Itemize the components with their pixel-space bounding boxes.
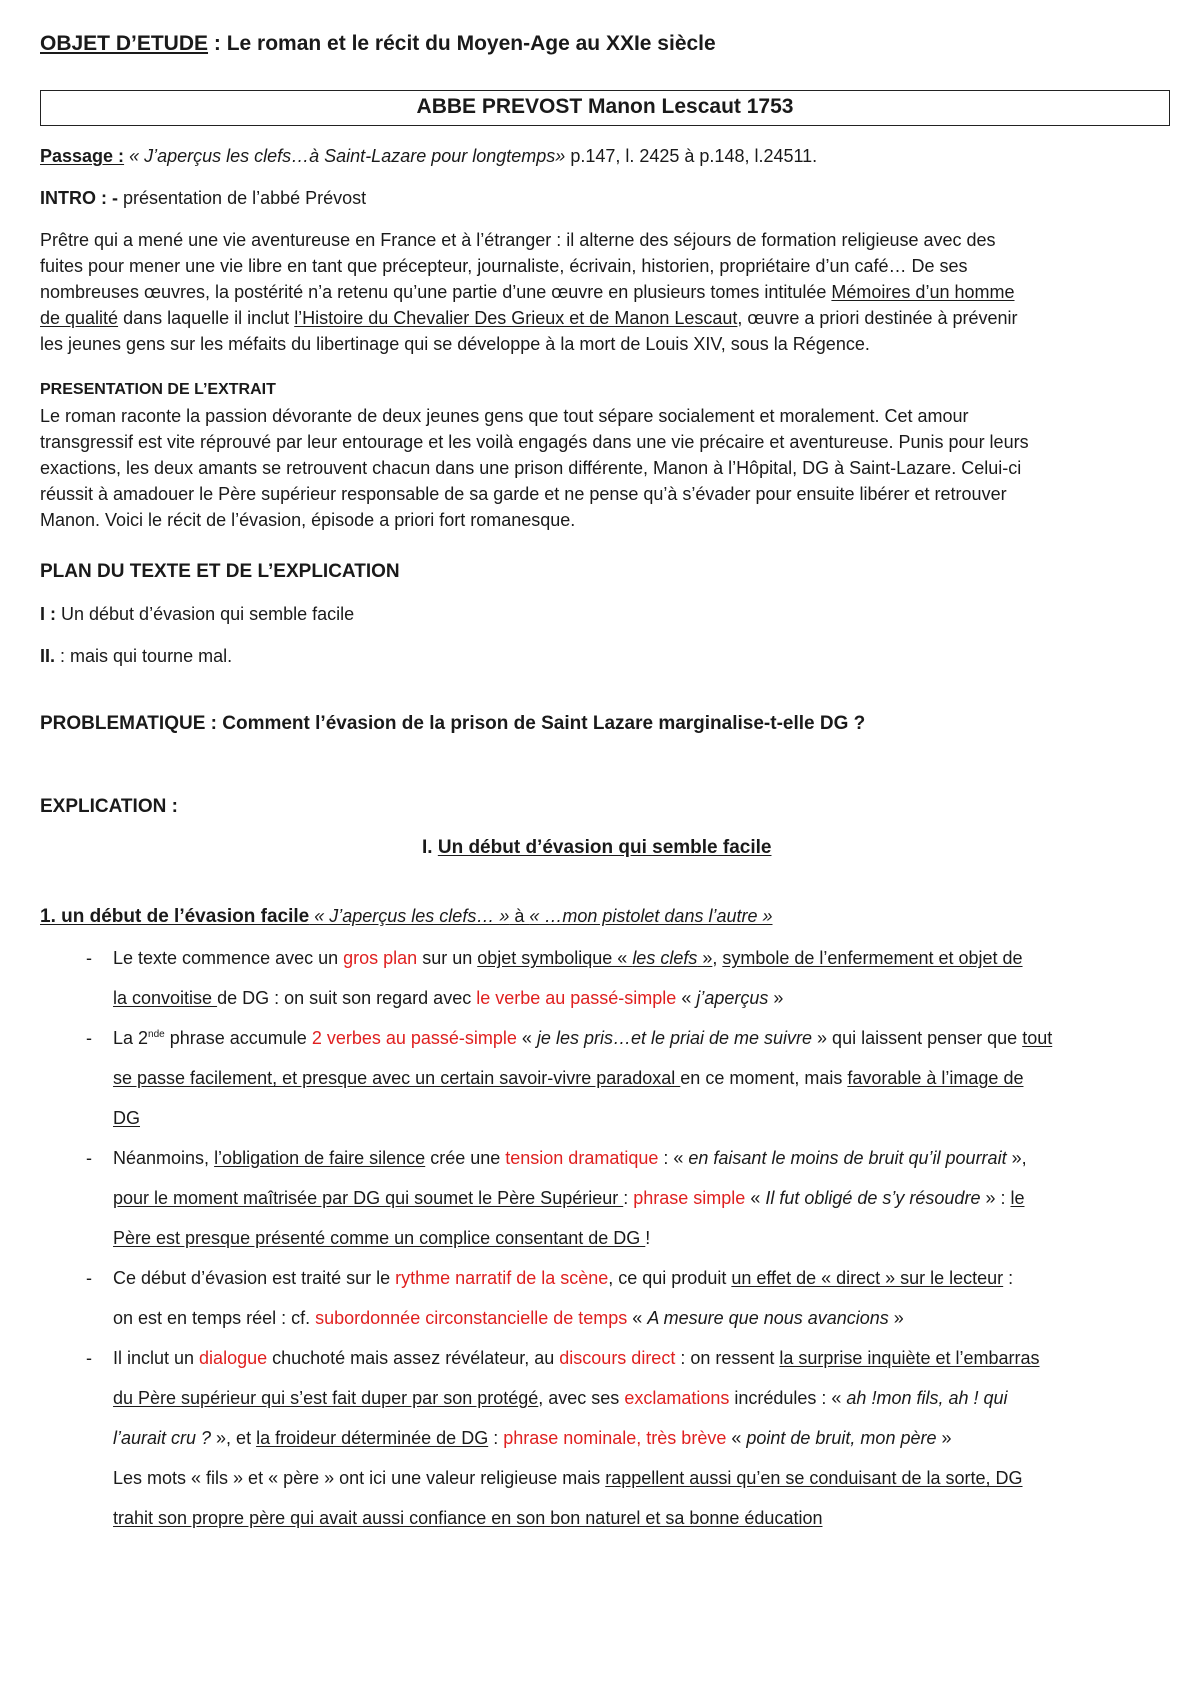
underline-span: la froideur déterminée de DG [256, 1428, 489, 1448]
highlight-span: subordonnée circonstancielle de temps [315, 1308, 628, 1328]
text-span: nombreuses œuvres, la postérité n’a retenu qu’une partie d’une œuvre en plusieurs tomes intitulée [40, 282, 832, 302]
text-span: « [726, 1428, 747, 1448]
text-span: » [888, 1308, 904, 1328]
quote-span: A mesure que nous avancions [647, 1308, 889, 1328]
underline-span: favorable à l’image de [847, 1068, 1024, 1088]
objet-etude-label: OBJET D’ETUDE [40, 32, 209, 55]
text-span: Le texte commence avec un [113, 948, 344, 968]
intro-text: présentation de l’abbé Prévost [118, 188, 367, 208]
underline-span: pour le moment maîtrisée par DG qui soumet le Père Supérieur [113, 1188, 624, 1208]
text-span: incrédules : « [729, 1388, 847, 1408]
objet-etude-line [40, 32, 716, 56]
text-span: : « [658, 1148, 689, 1168]
highlight-span: rythme narratif de la scène [395, 1268, 609, 1288]
text-span: : [623, 1188, 634, 1208]
presentation-line: réussit à amadouer le Père supérieur responsable de sa garde et ne pense qu’à s’évader pour ensuite libérer et retrouver [40, 484, 1007, 504]
highlight-span: phrase nominale, très brève [503, 1428, 727, 1448]
bullet-dash: - [86, 1348, 92, 1368]
text-span: ! [645, 1228, 651, 1248]
explication-heading: EXPLICATION : [40, 796, 178, 817]
highlight-span: dialogue [199, 1348, 268, 1368]
plan-item-text: Un début d’évasion qui semble facile [56, 604, 355, 624]
intro-paragraph-line: les jeunes gens sur les méfaits du libertinage qui se développe à la mort de Louis XIV, sous la Régence. [40, 334, 870, 354]
presentation-line: exactions, les deux amants se retrouvent chacun dans une prison différente, Manon à l’Hôpital, DG à Saint-Lazare. Celui-ci [40, 458, 1022, 478]
objet-etude-text: Le roman et le récit du Moyen-Age au XXIe siècle [226, 32, 716, 55]
histoire-title: l’Histoire du Chevalier Des Grieux et de Manon Lescaut [294, 308, 738, 328]
passage-quote: « J’aperçus les clefs…à Saint-Lazare pour longtemps» [129, 146, 566, 166]
underline-span: trahit son propre père qui avait aussi confiance en son bon naturel et sa bonne éducation [113, 1508, 823, 1528]
presentation-line: transgressif est vite réprouvé par leur entourage et les voilà engagés dans une vie précaire et aventureuse. Punis pour leurs [40, 432, 1029, 452]
presentation-heading: PRESENTATION DE L’EXTRAIT [40, 381, 276, 398]
underline-span: DG [113, 1108, 140, 1128]
highlight-span: 2 verbes au passé-simple [311, 1028, 517, 1048]
part1-title [422, 836, 771, 860]
underline-span: symbole de l’enfermement et objet de [722, 948, 1023, 968]
text-span: : [1003, 1268, 1014, 1288]
intro-paragraph-line: Prêtre qui a mené une vie aventureuse en France et à l’étranger : il alterne des séjours de formation religieuse avec des [40, 230, 996, 250]
highlight-span: discours direct [559, 1348, 676, 1368]
text-span: » [936, 1428, 952, 1448]
bullet-dash: - [86, 1148, 92, 1168]
intro-line [40, 186, 366, 210]
underline-span: se passe facilement, et presque avec un certain savoir-vivre paradoxal [113, 1068, 681, 1088]
text-span: Les mots « fils » et « père » ont ici une valeur religieuse mais [113, 1468, 606, 1488]
text-span: phrase accumule [164, 1028, 312, 1048]
text-span: , ce qui produit [608, 1268, 732, 1288]
text-span: Ce début d’évasion est traité sur le [113, 1268, 396, 1288]
bullet-line [113, 1426, 952, 1450]
underline-span: un effet de « direct » sur le lecteur [731, 1268, 1004, 1288]
bullet-line [113, 1266, 1013, 1290]
highlight-span: phrase simple [633, 1188, 746, 1208]
text-span: « [516, 1028, 537, 1048]
text-span: crée une [425, 1148, 506, 1168]
bullet-dash: - [86, 948, 92, 968]
text-span: en ce moment, mais [680, 1068, 848, 1088]
text-span: » qui laissent penser que [812, 1028, 1023, 1048]
quote-span: Il fut obligé de s’y résoudre [765, 1188, 981, 1208]
text-span: dans laquelle il inclut [118, 308, 295, 328]
bullet-line [113, 1306, 904, 1330]
subsection-title-text: 1. un début de l’évasion facile [40, 906, 310, 927]
underline-span: rappellent aussi qu’en se conduisant de la sorte, DG [605, 1468, 1023, 1488]
quote-span: l’aurait cru ? [113, 1428, 212, 1448]
intro-label: INTRO : - [40, 188, 118, 208]
highlight-span: tension dramatique [505, 1148, 659, 1168]
text-span: La 2 [113, 1028, 149, 1048]
passage-line [40, 144, 817, 168]
bullet-line [113, 1346, 1040, 1370]
bullet-line [113, 1026, 1052, 1050]
text-span: chuchoté mais assez révélateur, au [267, 1348, 560, 1368]
plan-item-label: I : [40, 604, 56, 624]
bullet-line [113, 1186, 1024, 1210]
problematique: PROBLEMATIQUE : Comment l’évasion de la prison de Saint Lazare marginalise-t-elle DG ? [40, 713, 866, 734]
text-span: » : [980, 1188, 1011, 1208]
underline-span: le [1010, 1188, 1025, 1208]
plan-item-label: II. [40, 646, 56, 666]
highlight-span: exclamations [624, 1388, 730, 1408]
text-span: » [768, 988, 784, 1008]
quote-span: en faisant le moins de bruit qu’il pourrait [688, 1148, 1007, 1168]
bullet-line [113, 1146, 1027, 1170]
text-span: », et [211, 1428, 257, 1448]
subsection-1-title [40, 904, 773, 929]
superscript: nde [148, 1029, 165, 1040]
text-span: : [488, 1428, 504, 1448]
text-span: , œuvre a priori destinée à prévenir [737, 308, 1018, 328]
bullet-line [113, 1066, 1023, 1090]
document-title: ABBE PREVOST Manon Lescaut 1753 [416, 95, 794, 118]
bullet-line [113, 1226, 650, 1250]
highlight-span: gros plan [343, 948, 418, 968]
quote-span: point de bruit, mon père [746, 1428, 937, 1448]
text-span: Néanmoins, [113, 1148, 215, 1168]
title-box [40, 90, 1170, 126]
plan-item-text: : mais qui tourne mal. [55, 646, 233, 666]
text-span: : on ressent [675, 1348, 780, 1368]
part1-number: I. [422, 837, 438, 858]
text-span: on est en temps réel : cf. [113, 1308, 316, 1328]
intro-paragraph-line: fuites pour mener une vie libre en tant que précepteur, journaliste, écrivain, historien, propriétaire d’un café… De ses [40, 256, 968, 276]
underline-span: l’obligation de faire silence [214, 1148, 426, 1168]
text-span: « [676, 988, 697, 1008]
memoires-title-cont: de qualité [40, 308, 119, 328]
presentation-line: Manon. Voici le récit de l’évasion, épisode a priori fort romanesque. [40, 510, 576, 530]
text-span: « [627, 1308, 648, 1328]
bullet-line [113, 1106, 140, 1130]
underline-span: tout [1022, 1028, 1053, 1048]
highlight-span: le verbe au passé-simple [476, 988, 677, 1008]
passage-ref: p.147, l. 2425 à p.148, l.24511. [565, 146, 818, 166]
bullet-dash: - [86, 1268, 92, 1288]
quote-span: ah !mon fils, ah ! qui [846, 1388, 1008, 1408]
plan-item-1 [40, 602, 354, 626]
text-span: « [745, 1188, 766, 1208]
plan-heading: PLAN DU TEXTE ET DE L’EXPLICATION [40, 561, 400, 582]
quote-span: « …mon pistolet dans l’autre » [529, 906, 773, 926]
text-span: , avec ses [538, 1388, 625, 1408]
bullet-line [113, 1506, 822, 1530]
quote-span: « J’aperçus les clefs… » [309, 906, 510, 926]
underline-span: la convoitise [113, 988, 218, 1008]
plan-item-2 [40, 644, 232, 668]
text-span: sur un [417, 948, 478, 968]
bullet-dash: - [86, 1028, 92, 1048]
part1-title-text: Un début d’évasion qui semble facile [437, 837, 772, 858]
text-span: », [1006, 1148, 1027, 1168]
underline-span: la surprise inquiète et l’embarras [779, 1348, 1040, 1368]
underline-span: objet symbolique « [477, 948, 633, 968]
bullet-line [113, 1466, 1023, 1490]
text-span: à [509, 906, 530, 926]
quote-span: les clefs [632, 948, 698, 968]
bullet-line [113, 986, 783, 1010]
text-span: de DG : on suit son regard avec [217, 988, 477, 1008]
quote-span: j’aperçus [696, 988, 769, 1008]
intro-paragraph-line [40, 280, 1015, 304]
passage-label: Passage : [40, 146, 125, 166]
bullet-line [113, 1386, 1008, 1410]
bullet-line [113, 946, 1023, 970]
presentation-line: Le roman raconte la passion dévorante de deux jeunes gens que tout sépare socialement et moralement. Cet amour [40, 406, 969, 426]
objet-etude-sep: : [208, 32, 227, 55]
quote-span: je les pris…et le priai de me suivre [536, 1028, 813, 1048]
memoires-title: Mémoires d’un homme [831, 282, 1015, 302]
intro-paragraph-line [40, 306, 1018, 330]
underline-span: » [697, 948, 713, 968]
text-span: , [712, 948, 723, 968]
text-span: Il inclut un [113, 1348, 200, 1368]
underline-span: Père est presque présenté comme un complice consentant de DG [113, 1228, 646, 1248]
underline-span: du Père supérieur qui s’est fait duper par son protégé [113, 1388, 539, 1408]
